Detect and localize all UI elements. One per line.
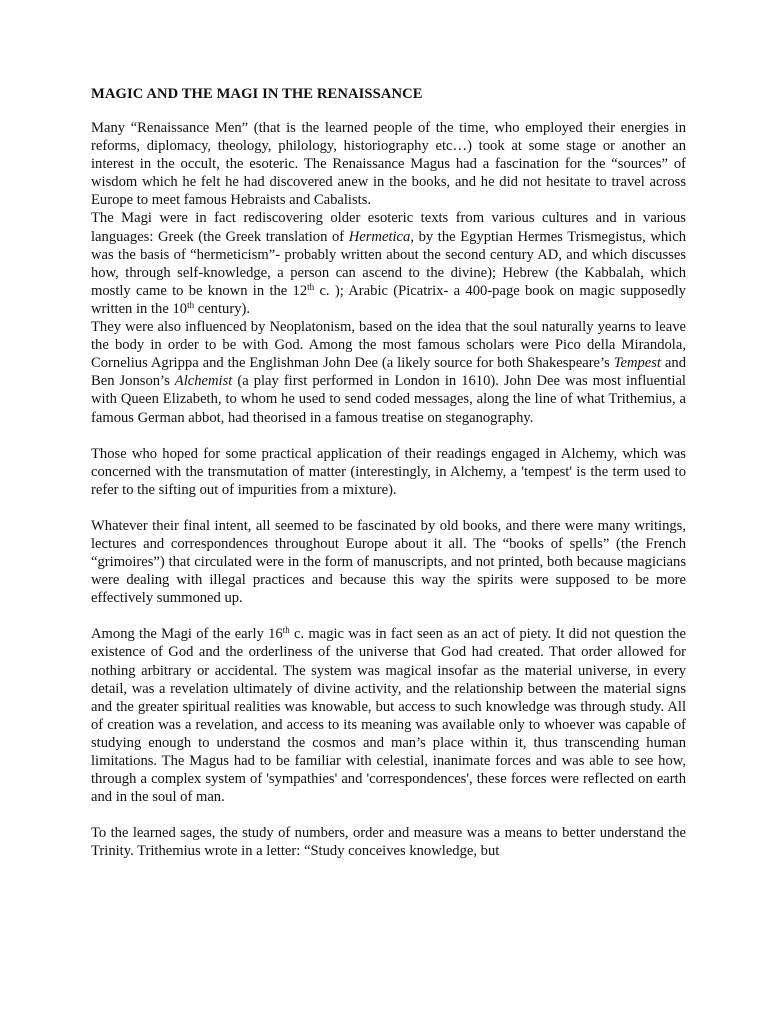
paragraph-alchemy: Those who hoped for some practical application of their readings engaged in Alchemy, which was concerned with the transmutation of matter (interestingly, in Alchemy, a 'tempest' is the term used to refer to the sifting out of impurities from a mixture). (91, 445, 686, 498)
text-run: c. ); Arabic (Picatrix- a 400-page book on magic supposedly written in the 10 (91, 282, 686, 317)
text-run: They were also influenced by Neoplatonism, based on the idea that the soul naturally yearns to leave the body in order to be with God. Among the most famous scholars were Pico della Mirandola, Cornelius Agrippa and the Englishman John Dee (a likely source for both Shakespeare’s (91, 319, 686, 372)
alchemist-title: Alchemist (174, 373, 233, 390)
paragraph-renaissance-men: Many “Renaissance Men” (that is the learned people of the time, who employed their energies in reforms, diplomacy, theology, philology, historiography etc…) took at some stage or another an interest in the occult, the esoteric. The Renaissance Magus had a fascination for the “sources” of wisdom which he felt he had discovered anew in the books, and he did not hesitate to travel across Europe to meet famous Hebraists and Cabalists. (91, 120, 686, 209)
text-run: c. magic was in fact seen as an act of piety. It did not question the existence of God and the orderliness of the universe that God had created. That order allowed for nothing arbitrary or accidental. The system was magical insofar as the material universe, in every detail, was a revelation ultimately of divine activity, and the relationship between the material signs and the greater spiritual realities was knowable, but access to such knowledge was through study. All of creation was a revelation, and access to its meaning was available only to whoever was capable of studying enough to understand the cosmos and man’s place within it, thus transcending human limitations. The Magus had to be familiar with celestial, inanimate forces and was able to see how, through a complex system of 'sympathies' and 'correspondences', these forces were reflected on earth and in the soul of man. (91, 626, 686, 806)
ordinal-suffix: th (282, 625, 290, 636)
hermetica-title: Hermetica (348, 228, 411, 245)
text-run: Among the Magi of the early 16 (91, 626, 283, 643)
text-run: and Ben Jonson’s (91, 355, 686, 390)
ordinal-suffix: th (307, 281, 315, 292)
tempest-title: Tempest (613, 355, 661, 372)
paragraph-piety (91, 625, 686, 806)
paragraph-trinity: To the learned sages, the study of numbers, order and measure was a means to better understand the Trinity. Trithemius wrote in a letter: “Study conceives knowledge, but (91, 825, 686, 860)
ordinal-suffix: th (187, 299, 195, 310)
text-run: (a play first performed in London in 1610). John Dee was most influential with Queen Elizabeth, to whom he used to send coded messages, along the line of what Trithemius, a famous German abbot, had theorised in a famous treatise on steganography. (91, 373, 686, 426)
text-run: , by the Egyptian Hermes Trismegistus, which was the basis of “hermeticism”- probably written about the second century AD, and which discusses how, through self-knowledge, a person can ascend to the divine); Hebrew (the Kabbalah, which mostly came to be known in the 12 (91, 228, 686, 299)
text-run: century). (194, 300, 250, 317)
text-run: The Magi were in fact rediscovering older esoteric texts from various cultures and in various languages: Greek (the Greek translation of (91, 210, 686, 245)
paragraph-esoteric-texts (91, 209, 686, 318)
paragraph-neoplatonism (91, 318, 686, 427)
paragraph-grimoires: Whatever their final intent, all seemed to be fascinated by old books, and there were many writings, lectures and correspondences throughout Europe about it all. The “books of spells” (the French “grimoires”) that circulated were in the form of manuscripts, and not printed, both because magicians were dealing with illegal practices and because this way the spirits were supposed to be more effectively summoned up. (91, 517, 686, 607)
document-title: MAGIC AND THE MAGI IN THE RENAISSANCE (91, 86, 423, 102)
